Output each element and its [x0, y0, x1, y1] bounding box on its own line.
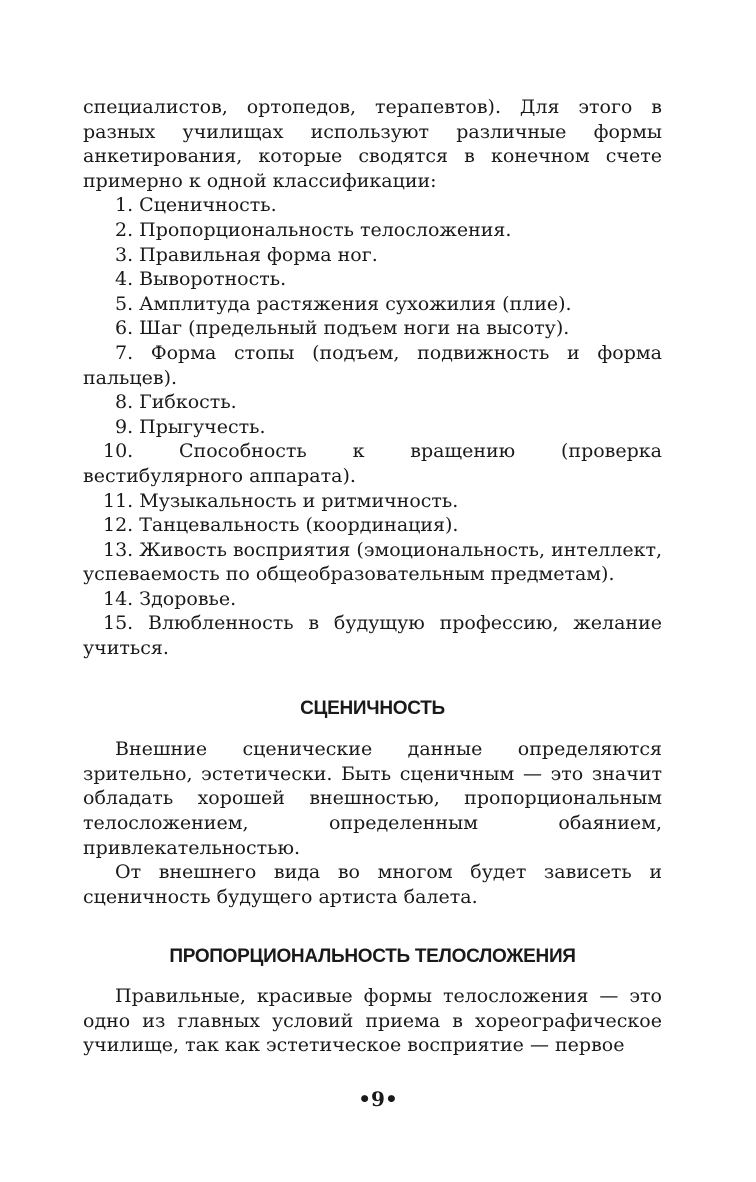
list-item: 10. Способность к вращению (проверка вестибулярного аппарата).: [83, 440, 662, 487]
list-item: 1. Сценичность.: [115, 194, 277, 217]
intro-paragraph: специалистов, ортопедов, терапевтов). Для этого в разных училищах используют различные формы анкетирования, которые сводятся в конечном счете примерно к одной классификации:: [83, 96, 662, 192]
body-paragraph: Внешние сценические данные определяются зрительно, эстетически. Быть сценичным — это значит обладать хорошей внешностью, пропорциональным телосложением, определенным обаянием, привлекательностью.: [83, 738, 662, 859]
list-item: 8. Гибкость.: [115, 391, 237, 414]
list-item: 12. Танцевальность (координация).: [103, 514, 459, 537]
list-item: 13. Живость восприятия (эмоциональность, интеллект, успеваемость по общеобразовательным предметам).: [83, 538, 662, 586]
text-block: [83, 95, 662, 1058]
list-item: 3. Правильная форма ног.: [115, 243, 378, 266]
classification-list: [83, 193, 662, 660]
list-item: 14. Здоровье.: [103, 587, 237, 610]
list-item: 15. Влюбленность в будущую профессию, желание учиться.: [83, 612, 662, 660]
section-heading-scenic: СЦЕНИЧНОСТЬ: [300, 697, 445, 719]
body-paragraph: От внешнего вида во многом будет зависеть и сценичность будущего артиста балета.: [83, 861, 662, 908]
list-item: 2. Пропорциональность телосложения.: [115, 218, 512, 241]
list-item: 5. Амплитуда растяжения сухожилия (плие).: [115, 292, 572, 315]
list-item: 11. Музыкальность и ритмичность.: [103, 489, 459, 512]
list-item: 7. Форма стопы (подъем, подвижность и форма пальцев).: [83, 341, 662, 389]
body-paragraph: Правильные, красивые формы телосложения — это одно из главных условий приема в хореографическое училище, так как эстетическое восприятие — первое: [83, 985, 662, 1057]
list-item: 4. Выворотность.: [115, 268, 287, 291]
section-heading-proportion: ПРОПОРЦИОНАЛЬНОСТЬ ТЕЛОСЛОЖЕНИЯ: [169, 946, 576, 968]
page-number: •9•: [358, 1087, 398, 1111]
list-item: 6. Шаг (предельный подъем ноги на высоту).: [115, 317, 570, 340]
list-item: 9. Прыгучесть.: [115, 415, 266, 438]
